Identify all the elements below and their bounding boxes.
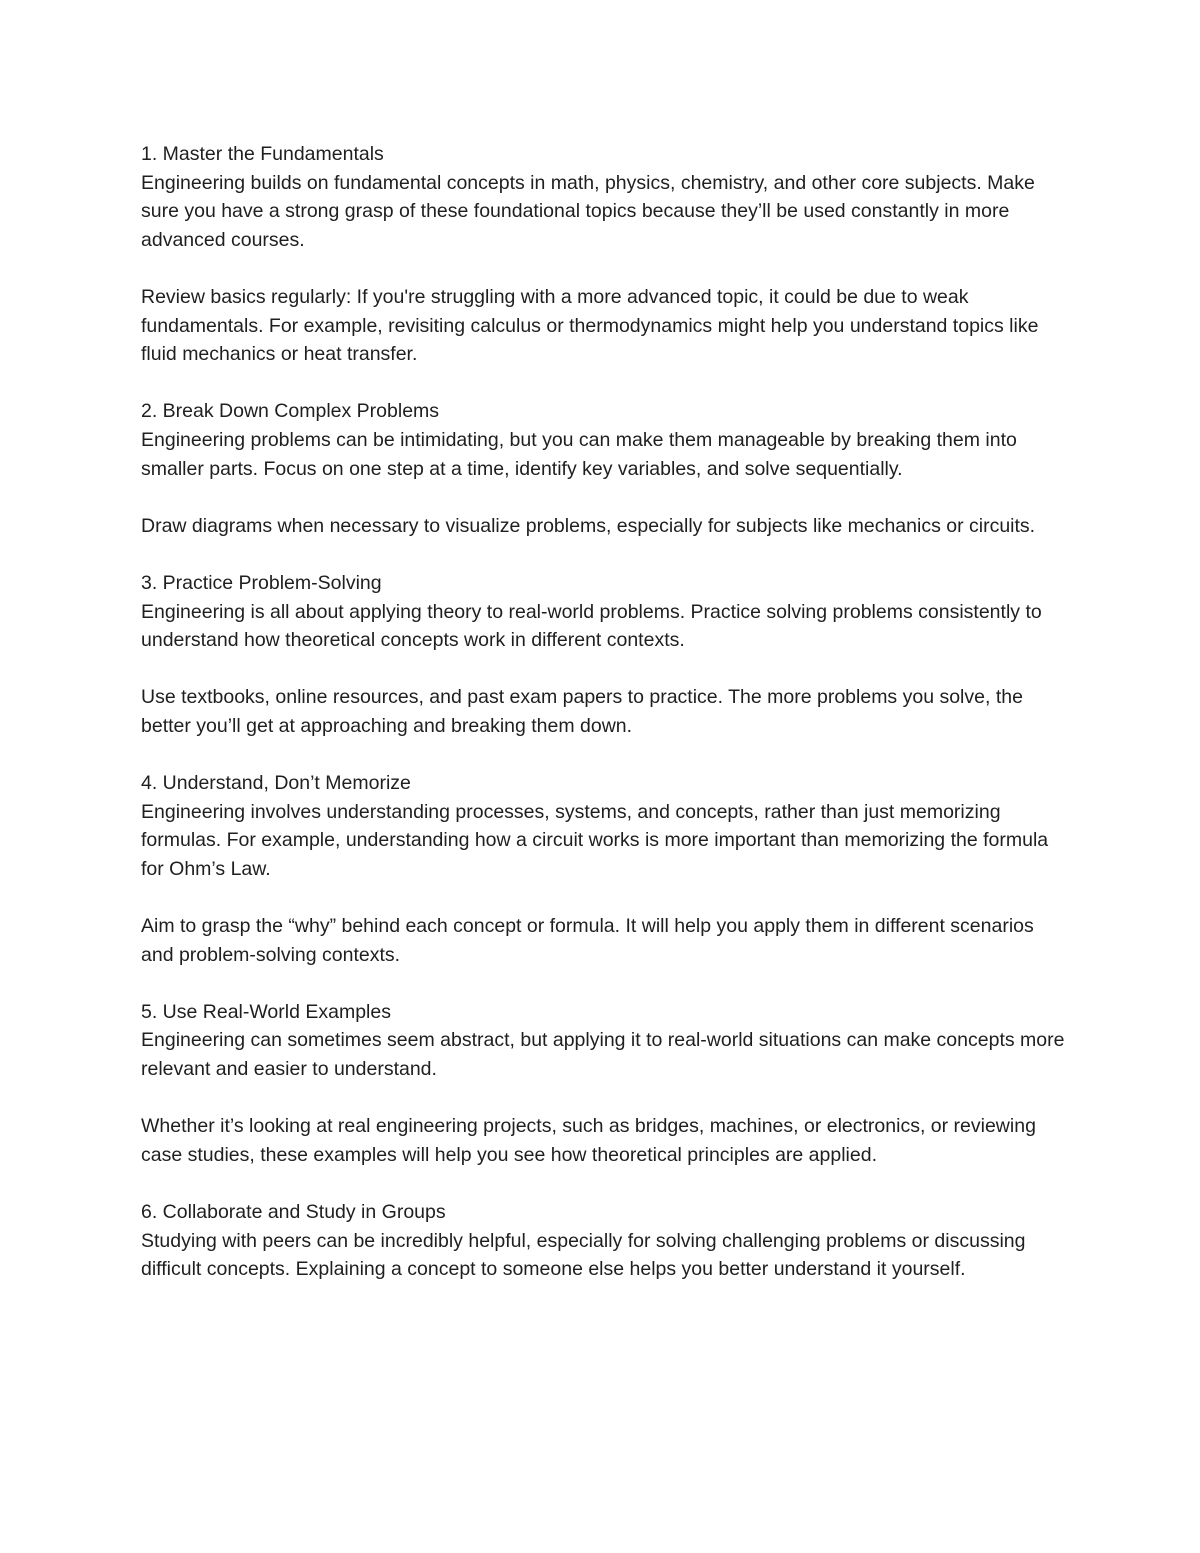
section-master-fundamentals bbox=[141, 140, 1066, 397]
section-collaborate-groups bbox=[141, 1198, 1066, 1284]
section-heading: 5. Use Real-World Examples bbox=[141, 1000, 391, 1023]
section-paragraph: Aim to grasp the “why” behind each concept or formula. It will help you apply them in different scenarios and problem-solving contexts. bbox=[141, 915, 1034, 966]
section-understand-dont-memorize bbox=[141, 769, 1066, 998]
section-paragraph: Draw diagrams when necessary to visualize problems, especially for subjects like mechanics or circuits. bbox=[141, 514, 1036, 537]
section-heading: 1. Master the Fundamentals bbox=[141, 143, 384, 165]
section-heading: 2. Break Down Complex Problems bbox=[141, 400, 440, 423]
document-body bbox=[141, 140, 1066, 1284]
section-paragraph: Studying with peers can be incredibly helpful, especially for solving challenging problems or discussing difficult concepts. Explaining a concept to someone else helps you better understand it yourself. bbox=[141, 1229, 1026, 1281]
section-paragraph: Engineering is all about applying theory to real-world problems. Practice solving problems consistently to understand how theoretical concepts work in different contexts. bbox=[141, 600, 1042, 652]
section-paragraph: Review basics regularly: If you're struggling with a more advanced topic, it could be due to weak fundamentals. For example, revisiting calculus or thermodynamics might help you understand topics like fluid mechanics or heat transfer. bbox=[141, 285, 1039, 366]
section-heading: 4. Understand, Don’t Memorize bbox=[141, 772, 411, 795]
section-paragraph: Engineering problems can be intimidating, but you can make them manageable by breaking them into smaller parts. Focus on one step at a time, identify key variables, and solve sequentially. bbox=[141, 428, 1017, 480]
section-paragraph: Engineering builds on fundamental concepts in math, physics, chemistry, and other core subjects. Make sure you have a strong grasp of these foundational topics because they’ll be used constantly in more advanced courses. bbox=[141, 171, 1035, 251]
section-heading: 6. Collaborate and Study in Groups bbox=[141, 1200, 446, 1223]
section-paragraph: Engineering involves understanding processes, systems, and concepts, rather than just memorizing formulas. For example, understanding how a circuit works is more important than memorizing the formula for Ohm’s Law. bbox=[141, 800, 1049, 880]
section-paragraph: Whether it’s looking at real engineering projects, such as bridges, machines, or electronics, or reviewing case studies, these examples will help you see how theoretical principles are applied. bbox=[141, 1115, 1036, 1166]
section-real-world-examples bbox=[141, 998, 1066, 1198]
section-paragraph: Use textbooks, online resources, and past exam papers to practice. The more problems you solve, the better you’ll get at approaching and breaking them down. bbox=[141, 686, 1023, 737]
section-heading: 3. Practice Problem-Solving bbox=[141, 571, 382, 594]
section-paragraph: Engineering can sometimes seem abstract, but applying it to real-world situations can make concepts more relevant and easier to understand. bbox=[141, 1029, 1065, 1080]
section-break-down-problems bbox=[141, 397, 1066, 569]
section-practice-problem-solving bbox=[141, 569, 1066, 769]
